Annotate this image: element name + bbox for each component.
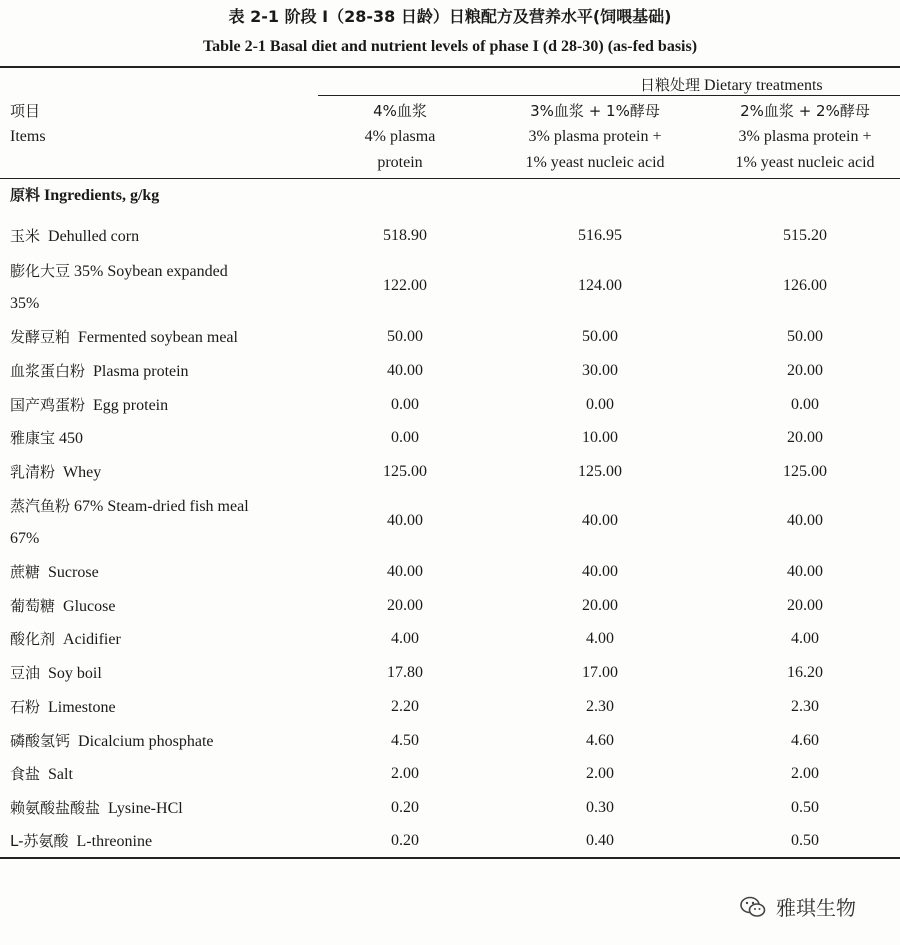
column-header-2 xyxy=(490,98,700,176)
table-row xyxy=(0,253,900,320)
row-label-cn: 赖氨酸盐酸盐 xyxy=(10,799,101,817)
ingredients-section-heading xyxy=(10,184,159,205)
watermark xyxy=(740,892,856,921)
table-cell: 126.00 xyxy=(783,277,827,294)
table-cell: 2.20 xyxy=(391,698,419,715)
table-cell: 0.00 xyxy=(791,396,819,413)
table-row xyxy=(0,724,900,757)
row-label-cn: 乳清粉 xyxy=(10,463,56,481)
table-cell: 20.00 xyxy=(787,362,823,379)
row-label-en: Plasma protein xyxy=(93,363,189,380)
table-cell: 40.00 xyxy=(387,362,423,379)
table-cell: 10.00 xyxy=(582,429,618,446)
column-header-line1: 3%血浆 + 1%酵母 xyxy=(530,102,660,120)
row-label-cn: 膨化大豆 xyxy=(10,262,71,280)
table-cell: 2.00 xyxy=(586,765,614,782)
column-header-line3: protein xyxy=(377,154,423,171)
row-label xyxy=(10,757,310,792)
row-label xyxy=(10,555,310,590)
table-cell: 0.50 xyxy=(791,832,819,849)
table-row xyxy=(0,589,900,622)
row-label-cn: 玉米 xyxy=(10,227,41,245)
row-label-en: Glucose xyxy=(63,598,116,615)
row-label xyxy=(10,421,310,456)
table-cell: 17.80 xyxy=(387,664,423,681)
table-cell: 17.00 xyxy=(582,664,618,681)
row-label-en: L-threonine xyxy=(76,833,153,850)
row-label-cn: 豆油 xyxy=(10,664,41,682)
table-cell: 30.00 xyxy=(582,362,618,379)
treatments-label-en: Dietary treatments xyxy=(704,77,823,94)
table-cell: 40.00 xyxy=(582,512,618,529)
table-cell: 125.00 xyxy=(578,463,622,480)
row-label-cn: 蔗糖 xyxy=(10,563,41,581)
row-label xyxy=(10,388,310,423)
table-cell: 20.00 xyxy=(582,597,618,614)
table-cell: 516.95 xyxy=(578,227,622,244)
row-label-en: Dicalcium phosphate xyxy=(78,733,214,750)
table-cell: 50.00 xyxy=(787,328,823,345)
row-label xyxy=(10,824,310,859)
treatments-label-cn: 日粮处理 xyxy=(640,76,701,94)
table-cell: 122.00 xyxy=(383,277,427,294)
table-row xyxy=(0,656,900,690)
header-rule xyxy=(0,178,900,179)
column-header-line3: 1% yeast nucleic acid xyxy=(525,154,665,171)
row-label-en: Egg protein xyxy=(93,397,169,414)
table-title-en: Table 2-1 Basal diet and nutrient levels of phase I (d 28-30) (as-fed basis) xyxy=(202,38,698,55)
column-header-line1: 2%血浆 + 2%酵母 xyxy=(740,102,870,120)
section-label-cn: 原料 xyxy=(10,186,41,204)
column-header-line1: 4%血浆 xyxy=(373,102,427,120)
row-label-cn: 国产鸡蛋粉 xyxy=(10,396,86,414)
row-label-cn: 葡萄糖 xyxy=(10,597,56,615)
row-label xyxy=(10,791,310,826)
row-label-en-cont: 35% xyxy=(10,295,40,312)
row-label-cn: 酸化剂 xyxy=(10,630,56,648)
row-label-cn: 发酵豆粕 xyxy=(10,328,71,346)
table-cell: 4.50 xyxy=(391,732,419,749)
table-cell: 2.00 xyxy=(791,765,819,782)
table-cell: 0.00 xyxy=(391,396,419,413)
row-label-en: Sucrose xyxy=(48,564,99,581)
row-label xyxy=(10,622,310,657)
table-cell: 4.60 xyxy=(586,732,614,749)
ingredients-table-body xyxy=(0,219,900,858)
row-label xyxy=(10,724,310,759)
row-label-cn: 磷酸氢钙 xyxy=(10,732,71,750)
top-rule xyxy=(0,66,900,68)
row-label-en: Acidifier xyxy=(63,631,121,648)
table-row xyxy=(0,690,900,724)
table-cell: 20.00 xyxy=(787,429,823,446)
table-cell: 0.40 xyxy=(586,832,614,849)
row-label-en: 35% Soybean expanded xyxy=(74,263,228,280)
table-cell: 124.00 xyxy=(578,277,622,294)
table-cell: 4.00 xyxy=(586,630,614,647)
row-label xyxy=(10,255,310,320)
section-label-en: Ingredients, g/kg xyxy=(44,187,160,204)
row-label-en: Dehulled corn xyxy=(48,228,140,245)
table-cell: 50.00 xyxy=(582,328,618,345)
table-cell: 518.90 xyxy=(383,227,427,244)
table-row xyxy=(0,354,900,388)
table-cell: 4.00 xyxy=(791,630,819,647)
table-cell: 40.00 xyxy=(787,563,823,580)
table-row xyxy=(0,824,900,858)
table-cell: 125.00 xyxy=(783,463,827,480)
table-row xyxy=(0,555,900,589)
table-cell: 40.00 xyxy=(387,563,423,580)
watermark-text: 雅琪生物 xyxy=(776,896,856,920)
row-label xyxy=(10,690,310,725)
items-label-en: Items xyxy=(10,128,46,145)
row-label-cn: 食盐 xyxy=(10,765,41,783)
table-cell: 2.30 xyxy=(586,698,614,715)
treatments-group-header xyxy=(640,72,823,99)
row-label xyxy=(10,656,310,691)
row-label-cn: 血浆蛋白粉 xyxy=(10,362,86,380)
table-cell: 515.20 xyxy=(783,227,827,244)
row-label-en: Whey xyxy=(63,464,102,481)
table-row xyxy=(0,421,900,455)
table-cell: 125.00 xyxy=(383,463,427,480)
row-label xyxy=(10,589,310,624)
table-row xyxy=(0,488,900,555)
table-title-cn: 表 2-1 阶段 I（28-38 日龄）日粮配方及营养水平(饲喂基础) xyxy=(228,7,672,26)
row-label-en: Soy boil xyxy=(48,665,102,682)
row-label-en: Fermented soybean meal xyxy=(78,329,238,346)
row-label-cn: L-苏氨酸 xyxy=(10,832,69,850)
row-label xyxy=(10,219,310,254)
wechat-icon xyxy=(740,896,766,918)
row-label-cn: 石粉 xyxy=(10,698,41,716)
row-label-cn: 雅康宝 xyxy=(10,429,56,447)
table-row xyxy=(0,455,900,488)
table-cell: 2.00 xyxy=(391,765,419,782)
column-header-line2: 3% plasma protein + xyxy=(738,128,872,145)
table-cell: 0.00 xyxy=(391,429,419,446)
row-label-en: Lysine-HCl xyxy=(108,800,183,817)
table-cell: 40.00 xyxy=(787,512,823,529)
items-header xyxy=(10,98,46,150)
table-cell: 4.60 xyxy=(791,732,819,749)
table-cell: 2.30 xyxy=(791,698,819,715)
table-row xyxy=(0,320,900,354)
row-label-en: Limestone xyxy=(48,699,116,716)
bottom-rule xyxy=(0,857,900,859)
table-cell: 0.20 xyxy=(391,832,419,849)
row-label xyxy=(10,320,310,355)
row-label-en: 67% Steam-dried fish meal xyxy=(74,498,249,515)
column-header-line2: 4% plasma xyxy=(364,128,436,145)
table-row xyxy=(0,622,900,656)
column-header-line3: 1% yeast nucleic acid xyxy=(735,154,875,171)
column-header-3 xyxy=(710,98,900,176)
table-cell: 40.00 xyxy=(387,512,423,529)
row-label xyxy=(10,455,310,490)
column-header-1 xyxy=(340,98,460,176)
table-cell: 0.20 xyxy=(391,799,419,816)
row-label-en-cont: 67% xyxy=(10,530,40,547)
column-header-line2: 3% plasma protein + xyxy=(528,128,662,145)
table-cell: 0.50 xyxy=(791,799,819,816)
table-row xyxy=(0,757,900,791)
table-row xyxy=(0,791,900,824)
table-cell: 50.00 xyxy=(387,328,423,345)
row-label-en: 450 xyxy=(59,430,84,447)
row-label xyxy=(10,490,310,555)
table-cell: 20.00 xyxy=(787,597,823,614)
table-cell: 0.30 xyxy=(586,799,614,816)
table-cell: 4.00 xyxy=(391,630,419,647)
items-label-cn: 项目 xyxy=(10,102,41,120)
row-label xyxy=(10,354,310,389)
table-cell: 40.00 xyxy=(582,563,618,580)
table-cell: 16.20 xyxy=(787,664,823,681)
table-cell: 20.00 xyxy=(387,597,423,614)
row-label-en: Salt xyxy=(48,766,73,783)
table-row xyxy=(0,388,900,421)
table-cell: 0.00 xyxy=(586,396,614,413)
table-row xyxy=(0,219,900,253)
row-label-cn: 蒸汽鱼粉 xyxy=(10,497,71,515)
